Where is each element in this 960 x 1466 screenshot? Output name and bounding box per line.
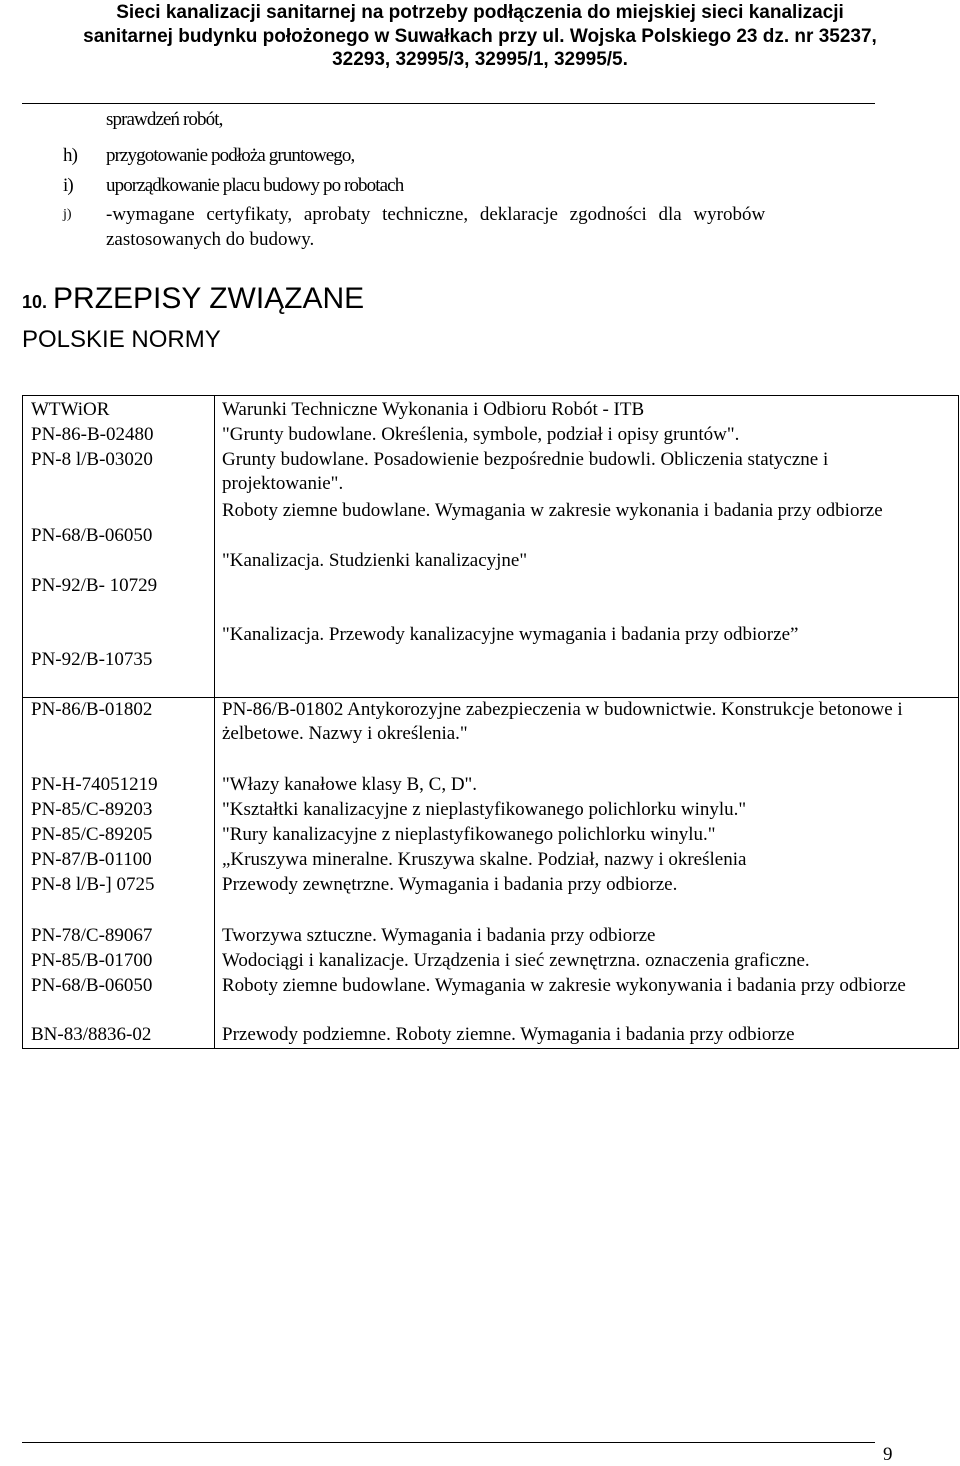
subsection-heading: POLSKIE NORMY [22, 326, 221, 353]
list-item-text: uporządkowanie placu budowy po robotach [106, 175, 404, 196]
table-cell-description: „Kruszywa mineralne. Kruszywa skalne. Podział, nazwy i określenia [222, 849, 747, 870]
header-line-2: sanitarnej budynku położonego w Suwałkach przy ul. Wojska Polskiego 23 dz. nr 35237, [83, 26, 877, 47]
table-cell-description: Tworzywa sztuczne. Wymagania i badania przy odbiorze [222, 925, 656, 946]
table-cell-description: PN-86/B-01802 Antykorozyjne zabezpieczenia w budownictwie. Konstrukcje betonowe i żelbetowe. Nazwy i określenia." [222, 699, 903, 744]
table-cell-description: "Kanalizacja. Przewody kanalizacyjne wymagania i badania przy odbiorze” [222, 624, 799, 645]
table-cell-code: PN-8 l/B-] 0725 [31, 874, 155, 895]
table-cell-code: PN-86-B-02480 [31, 424, 154, 445]
table-cell-code: PN-87/B-01100 [31, 849, 152, 870]
list-item-text: -wymagane certyfikaty, aprobaty techniczne, deklaracje zgodności dla wyrobów [106, 204, 766, 225]
list-item-label: h) [63, 145, 78, 166]
table-cell-description: Roboty ziemne budowlane. Wymagania w zakresie wykonania i badania przy odbiorze [222, 500, 883, 521]
table-cell-code: PN-H-74051219 [31, 774, 158, 795]
table-cell-description: Wodociągi i kanalizacje. Urządzenia i sieć zewnętrzna. oznaczenia graficzne. [222, 950, 810, 971]
table-cell-description: Przewody podziemne. Roboty ziemne. Wymagania i badania przy odbiorze [222, 1024, 795, 1045]
list-item-text: przygotowanie podłoża gruntowego, [106, 145, 355, 166]
section-title: PRZEPISY ZWIĄZANE [53, 282, 365, 315]
table-cell-code: PN-86/B-01802 [31, 699, 153, 720]
table-cell-description: "Kanalizacja. Studzienki kanalizacyjne" [222, 550, 528, 571]
table-cell-description: "Włazy kanałowe klasy B, C, D". [222, 774, 478, 795]
table-cell-description: Grunty budowlane. Posadowienie bezpośrednie budowli. Obliczenia statyczne i projektowanie". [222, 449, 829, 494]
table-cell-description: "Rury kanalizacyjne z nieplastyfikowanego polichlorku winylu." [222, 824, 716, 845]
list-item-label: j) [63, 207, 72, 222]
table-cell-description: Przewody zewnętrzne. Wymagania i badania przy odbiorze. [222, 874, 678, 895]
list-item-text: sprawdzeń robót, [106, 109, 223, 130]
footer-divider [22, 1442, 875, 1443]
page-number: 9 [883, 1444, 893, 1465]
table-cell-code: PN-85/B-01700 [31, 950, 153, 971]
standards-table [22, 395, 959, 1049]
table-cell-description: "Grunty budowlane. Określenia, symbole, podział i opisy gruntów". [222, 424, 740, 445]
section-number: 10. [22, 292, 48, 312]
table-cell-code: PN-92/B- 10729 [31, 575, 158, 596]
list-item-label: i) [63, 175, 73, 196]
table-cell-code: WTWiOR [31, 399, 110, 420]
table-cell-description: "Kształtki kanalizacyjne z nieplastyfikowanego polichlorku winylu." [222, 799, 747, 820]
table-cell-code: PN-8 l/B-03020 [31, 449, 153, 470]
table-column-divider [214, 396, 215, 1048]
table-cell-code: PN-85/C-89205 [31, 824, 153, 845]
header-line-1: Sieci kanalizacji sanitarnej na potrzeby podłączenia do miejskiej sieci kanalizacji [116, 2, 844, 23]
table-cell-description: Warunki Techniczne Wykonania i Odbioru Robót - ITB [222, 399, 645, 420]
table-cell-code: PN-85/C-89203 [31, 799, 153, 820]
header-divider [22, 103, 875, 104]
table-cell-code: PN-68/B-06050 [31, 525, 153, 546]
section-heading [22, 282, 364, 316]
list-item-text: zastosowanych do budowy. [106, 229, 315, 250]
table-cell-description: Roboty ziemne budowlane. Wymagania w zakresie wykonywania i badania przy odbiorze [222, 975, 906, 996]
header-line-3: 32293, 32995/3, 32995/1, 32995/5. [332, 49, 628, 70]
table-cell-code: PN-78/C-89067 [31, 925, 153, 946]
table-cell-code: PN-68/B-06050 [31, 975, 153, 996]
table-cell-code: PN-92/B-10735 [31, 649, 153, 670]
table-cell-code: BN-83/8836-02 [31, 1024, 152, 1045]
